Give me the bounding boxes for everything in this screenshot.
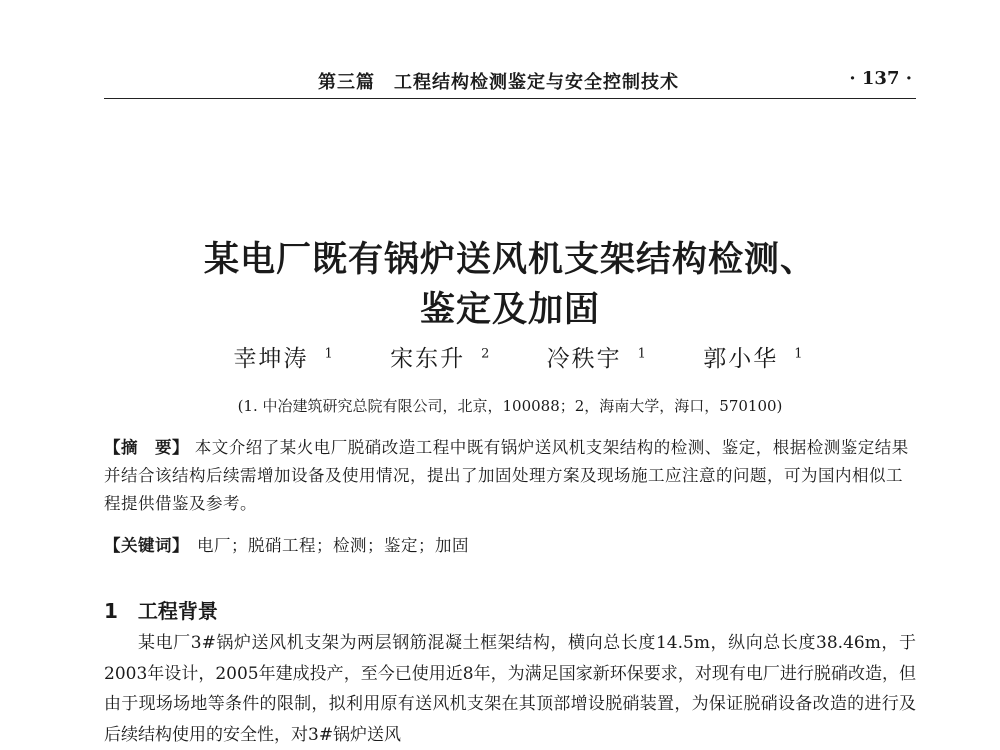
body-paragraph: 某电厂3#锅炉送风机支架为两层钢筋混凝土框架结构，横向总长度14.5m，纵向总长度38.46m，于2003年设计，2005年建成投产，至今已使用近8年，为满足国家新环保要求，对现有电厂进行脱硝改造，但由于现场场地等条件的限制，拟利用原有送风机支架在其顶部增设脱硝装置，为保证脱硝设备改造的进行及后续结构使用的安全性，对3#锅炉送风 <box>104 633 916 745</box>
author-name: 幸坤涛 <box>233 346 309 372</box>
affiliations: (1. 中冶建筑研究总院有限公司，北京，100088；2，海南大学，海口，570100) <box>237 397 783 415</box>
section-heading <box>104 595 218 624</box>
author-name: 冷秩宇 <box>546 346 622 372</box>
running-header <box>104 66 916 99</box>
author-affil-mark: 1 <box>324 346 333 362</box>
author-affil-mark: 2 <box>481 346 490 362</box>
header-section-title: 第三篇 工程结构检测鉴定与安全控制技术 <box>318 72 679 93</box>
paper-title-line-2: 鉴定及加固 <box>419 290 600 330</box>
section-title: 工程背景 <box>137 599 218 623</box>
author-affil-mark: 1 <box>637 346 646 362</box>
abstract-text: 本文介绍了某火电厂脱硝改造工程中既有锅炉送风机支架结构的检测、鉴定，根据检测鉴定结果并结合该结构后续需增加设备及使用情况，提出了加固处理方案及现场施工应注意的问题，可为国内相似工程提供借鉴及参考。 <box>104 438 909 513</box>
author-list <box>104 340 916 373</box>
author <box>687 346 802 372</box>
page-number: · 137 · <box>849 68 912 89</box>
author-affil-mark: 1 <box>794 346 803 362</box>
section-number: 1 <box>104 599 118 623</box>
author-name: 郭小华 <box>703 346 779 372</box>
keywords-label: 【关键词】 <box>104 536 189 555</box>
paper-title-line-1: 某电厂既有锅炉送风机支架结构检测、 <box>203 240 816 280</box>
keywords <box>104 532 916 560</box>
author-name: 宋东升 <box>390 346 466 372</box>
author <box>217 346 332 372</box>
author <box>531 346 646 372</box>
abstract <box>104 434 916 518</box>
keywords-text: 电厂；脱硝工程；检测；鉴定；加固 <box>197 536 469 555</box>
author <box>374 346 489 372</box>
abstract-label: 【摘 要】 <box>104 438 189 457</box>
